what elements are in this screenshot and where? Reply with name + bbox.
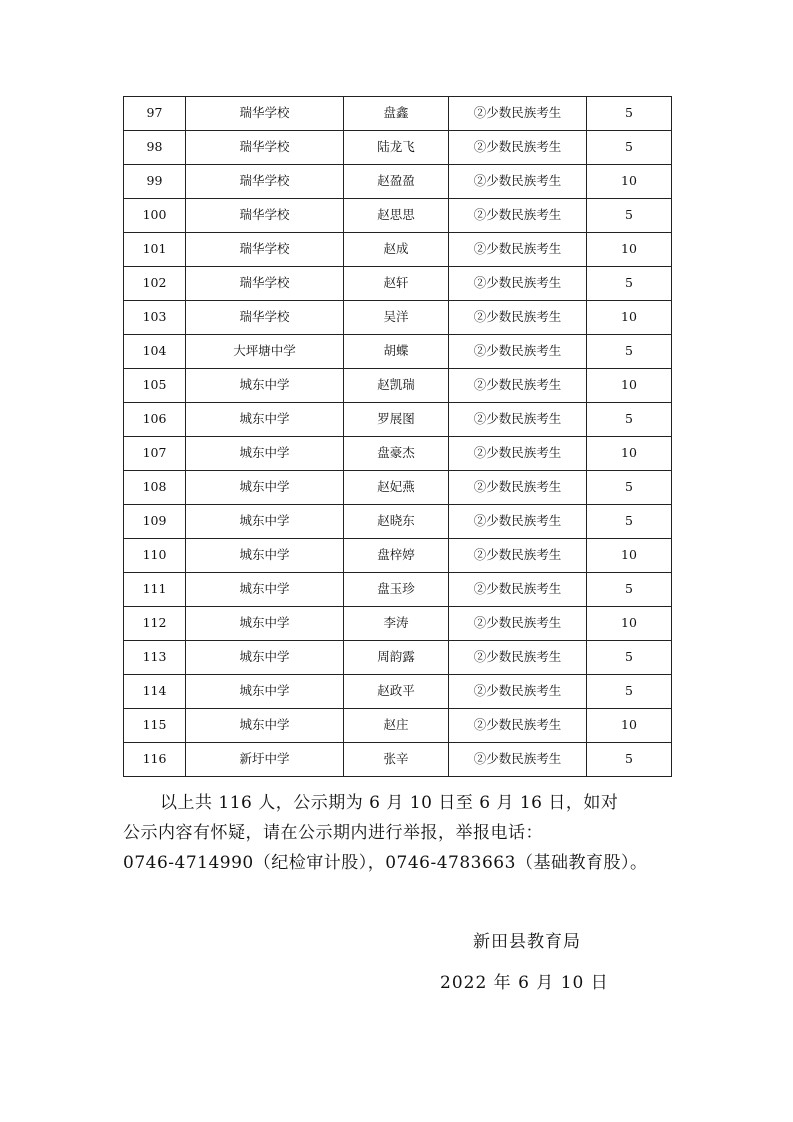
cell-points: 5 [587,505,672,539]
cell-school: 城东中学 [186,403,344,437]
cell-number: 105 [124,369,186,403]
cell-category: ②少数民族考生 [449,437,587,471]
cell-number: 97 [124,97,186,131]
cell-name: 吴洋 [344,301,449,335]
cell-number: 100 [124,199,186,233]
cell-school: 瑞华学校 [186,267,344,301]
cell-category: ②少数民族考生 [449,369,587,403]
table-row [124,97,672,131]
cell-name: 赵成 [344,233,449,267]
table-row [124,199,672,233]
cell-category: ②少数民族考生 [449,233,587,267]
table-row [124,403,672,437]
table-row [124,641,672,675]
table-row [124,233,672,267]
cell-points: 5 [587,335,672,369]
table-row [124,165,672,199]
notice-line-2: 公示内容有怀疑，请在公示期内进行举报，举报电话： [123,823,543,843]
cell-name: 胡蝶 [344,335,449,369]
cell-points: 5 [587,131,672,165]
cell-number: 112 [124,607,186,641]
cell-school: 城东中学 [186,539,344,573]
cell-category: ②少数民族考生 [449,97,587,131]
cell-points: 10 [587,369,672,403]
cell-school: 大坪塘中学 [186,335,344,369]
cell-points: 10 [587,607,672,641]
cell-number: 104 [124,335,186,369]
cell-name: 盘梓婷 [344,539,449,573]
cell-category: ②少数民族考生 [449,403,587,437]
cell-number: 111 [124,573,186,607]
cell-category: ②少数民族考生 [449,335,587,369]
cell-name: 赵妃燕 [344,471,449,505]
table-row [124,335,672,369]
signature-organization: 新田县教育局 [473,932,581,952]
cell-school: 城东中学 [186,641,344,675]
cell-name: 周韵露 [344,641,449,675]
table-row [124,437,672,471]
notice-line-3: 0746-4714990（纪检审计股），0746-4783663（基础教育股）。 [123,853,648,873]
cell-points: 10 [587,233,672,267]
cell-name: 陆龙飞 [344,131,449,165]
cell-category: ②少数民族考生 [449,301,587,335]
cell-category: ②少数民族考生 [449,471,587,505]
cell-category: ②少数民族考生 [449,675,587,709]
table-row [124,471,672,505]
notice-paragraph [123,788,683,878]
results-table [123,96,672,777]
cell-points: 5 [587,267,672,301]
cell-school: 城东中学 [186,505,344,539]
cell-school: 瑞华学校 [186,97,344,131]
cell-name: 赵凯瑞 [344,369,449,403]
cell-number: 114 [124,675,186,709]
cell-number: 115 [124,709,186,743]
cell-number: 102 [124,267,186,301]
cell-number: 113 [124,641,186,675]
cell-number: 103 [124,301,186,335]
cell-points: 5 [587,97,672,131]
cell-number: 109 [124,505,186,539]
table-row [124,539,672,573]
cell-school: 新圩中学 [186,743,344,777]
cell-points: 5 [587,743,672,777]
cell-points: 5 [587,573,672,607]
table-row [124,369,672,403]
notice-line-1: 以上共 116 人，公示期为 6 月 10 日至 6 月 16 日，如对 [160,793,619,813]
cell-name: 赵轩 [344,267,449,301]
cell-school: 瑞华学校 [186,301,344,335]
cell-category: ②少数民族考生 [449,131,587,165]
cell-number: 106 [124,403,186,437]
cell-number: 107 [124,437,186,471]
cell-school: 城东中学 [186,369,344,403]
cell-name: 李涛 [344,607,449,641]
table-row [124,505,672,539]
table-row [124,607,672,641]
cell-name: 赵晓东 [344,505,449,539]
cell-name: 罗展图 [344,403,449,437]
cell-category: ②少数民族考生 [449,641,587,675]
cell-number: 110 [124,539,186,573]
cell-points: 10 [587,539,672,573]
table-row [124,131,672,165]
cell-points: 5 [587,675,672,709]
cell-points: 10 [587,301,672,335]
cell-points: 5 [587,641,672,675]
cell-points: 5 [587,471,672,505]
cell-school: 城东中学 [186,675,344,709]
cell-name: 赵政平 [344,675,449,709]
cell-name: 赵思思 [344,199,449,233]
cell-school: 瑞华学校 [186,131,344,165]
cell-school: 城东中学 [186,607,344,641]
cell-school: 瑞华学校 [186,199,344,233]
signature-date: 2022 年 6 月 10 日 [440,973,609,993]
cell-school: 瑞华学校 [186,233,344,267]
cell-name: 盘鑫 [344,97,449,131]
cell-points: 5 [587,199,672,233]
cell-category: ②少数民族考生 [449,199,587,233]
table-row [124,573,672,607]
cell-name: 盘玉珍 [344,573,449,607]
cell-school: 城东中学 [186,437,344,471]
table-row [124,301,672,335]
cell-category: ②少数民族考生 [449,709,587,743]
results-table-container [123,96,671,777]
cell-category: ②少数民族考生 [449,573,587,607]
cell-category: ②少数民族考生 [449,607,587,641]
cell-number: 101 [124,233,186,267]
cell-points: 10 [587,165,672,199]
cell-name: 赵庄 [344,709,449,743]
cell-school: 瑞华学校 [186,165,344,199]
cell-name: 张辛 [344,743,449,777]
table-body [124,97,672,777]
cell-category: ②少数民族考生 [449,539,587,573]
table-row [124,675,672,709]
cell-category: ②少数民族考生 [449,505,587,539]
table-row [124,267,672,301]
cell-number: 108 [124,471,186,505]
cell-points: 5 [587,403,672,437]
cell-points: 10 [587,709,672,743]
cell-number: 116 [124,743,186,777]
cell-category: ②少数民族考生 [449,743,587,777]
table-row [124,743,672,777]
cell-school: 城东中学 [186,471,344,505]
cell-school: 城东中学 [186,709,344,743]
cell-points: 10 [587,437,672,471]
cell-category: ②少数民族考生 [449,267,587,301]
cell-school: 城东中学 [186,573,344,607]
cell-number: 99 [124,165,186,199]
cell-number: 98 [124,131,186,165]
cell-name: 赵盈盈 [344,165,449,199]
table-row [124,709,672,743]
cell-category: ②少数民族考生 [449,165,587,199]
cell-name: 盘豪杰 [344,437,449,471]
